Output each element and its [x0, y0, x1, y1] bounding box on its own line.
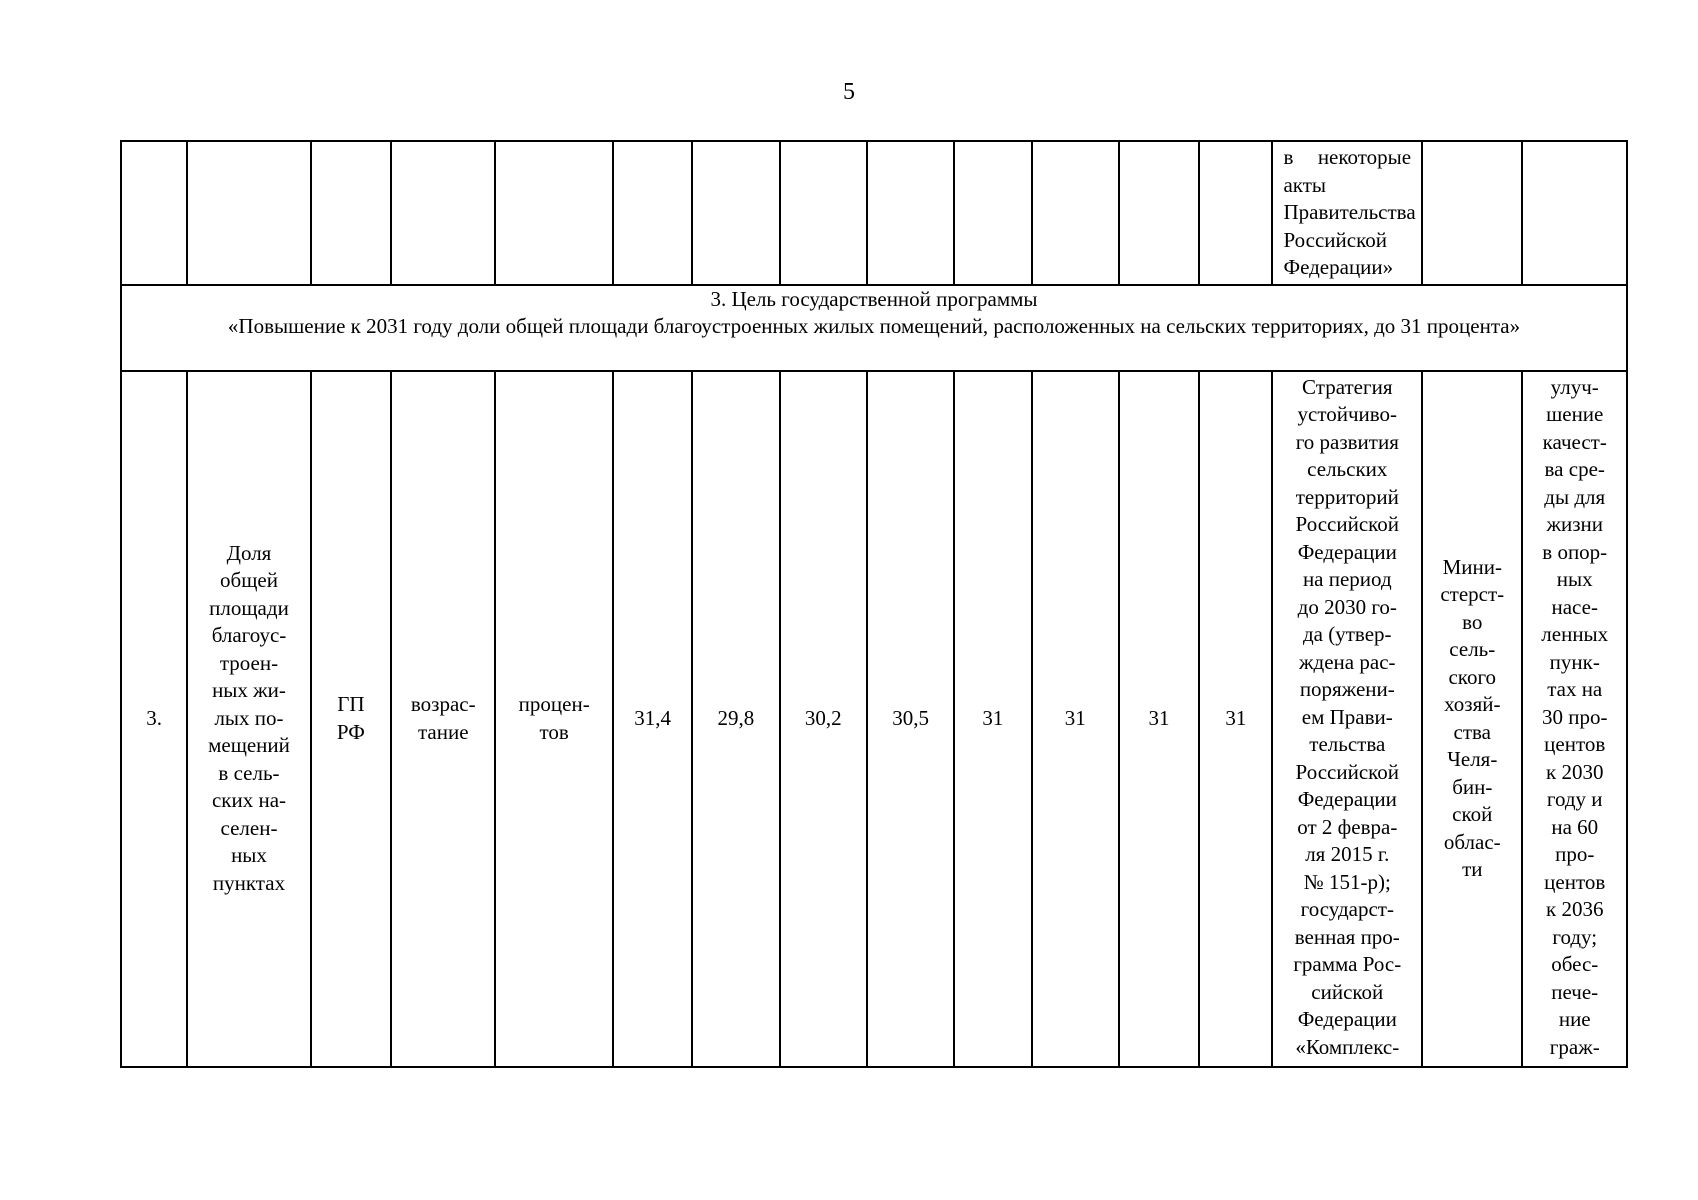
indicators-table — [120, 140, 1628, 1068]
value-cell: 31 — [1032, 371, 1119, 1067]
basis-continuation-cell: в некоторые акты Правительства Российской Федерации» — [1272, 141, 1422, 285]
value-cell: 29,8 — [692, 371, 779, 1067]
goal-cell — [121, 285, 1627, 371]
empty-cell — [1522, 141, 1627, 285]
value-cell: 31 — [1199, 371, 1272, 1067]
indicator-unit-cell — [495, 371, 612, 1067]
empty-cell — [187, 141, 310, 285]
goal-heading: 3. Цель государственной программы — [710, 286, 1038, 311]
empty-cell — [495, 141, 612, 285]
indicator-number: 3. — [146, 705, 162, 730]
goal-text: «Повышение к 2031 году доли общей площади благоустроенных жилых помещений, расположенных на сельских территориях, до 31 процента» — [227, 314, 1521, 338]
responsible-text: Мини- стерст- во сель- ского хозяй- ства Челя- бин- ской облас- ти — [1440, 554, 1505, 881]
document-cell — [1272, 371, 1422, 1067]
empty-cell — [1032, 141, 1119, 285]
indicator-name: Доля общей площади благоус- троен- ных жи- лых по- мещений в сель- ских на- селен- ных пунктах — [208, 540, 290, 895]
indicator-unit: процен- тов — [518, 692, 590, 744]
empty-cell — [1119, 141, 1199, 285]
empty-cell — [954, 141, 1031, 285]
indicator-level-cell — [311, 371, 391, 1067]
empty-cell — [1422, 141, 1522, 285]
value-cell: 30,5 — [867, 371, 954, 1067]
empty-cell — [1199, 141, 1272, 285]
indicator-number-cell — [121, 371, 187, 1067]
empty-cell — [613, 141, 692, 285]
value-cell: 30,2 — [780, 371, 867, 1067]
empty-cell — [780, 141, 867, 285]
empty-cell — [121, 141, 187, 285]
empty-cell — [311, 141, 391, 285]
page-number: 5 — [843, 79, 855, 105]
indicator-direction: возрас- тание — [410, 692, 476, 744]
indicator-direction-cell — [391, 371, 495, 1067]
value-cell: 31 — [1119, 371, 1199, 1067]
empty-cell — [391, 141, 495, 285]
value-cell: 31,4 — [613, 371, 692, 1067]
link-text: улуч- шение качест- ва сре- ды для жизни в опор- ных насе- ленных пунк- тах на 30 про- центов к 2030 году и на 60 про- центов к 2036 году; обес- пече- ние граж- — [1541, 374, 1609, 1059]
responsible-cell — [1422, 371, 1522, 1067]
empty-cell — [692, 141, 779, 285]
indicator-level: ГП РФ — [336, 692, 365, 744]
empty-cell — [867, 141, 954, 285]
indicator-row — [121, 371, 1627, 1067]
goal-row — [121, 285, 1627, 371]
link-cell — [1522, 371, 1627, 1067]
value-cell: 31 — [954, 371, 1031, 1067]
continuation-row — [121, 141, 1627, 285]
document-text: Стратегия устойчиво- го развития сельских территорий Российской Федерации на период до 2030 го- да (утвер- ждена рас- поряжени- ем Прави- тельства Российской Федерации от 2 февра- ля 2015 г. № 151-р); государст- венная про- грамма Рос- сийской Федерации «Комплекс- — [1293, 374, 1402, 1059]
indicator-name-cell — [187, 371, 310, 1067]
